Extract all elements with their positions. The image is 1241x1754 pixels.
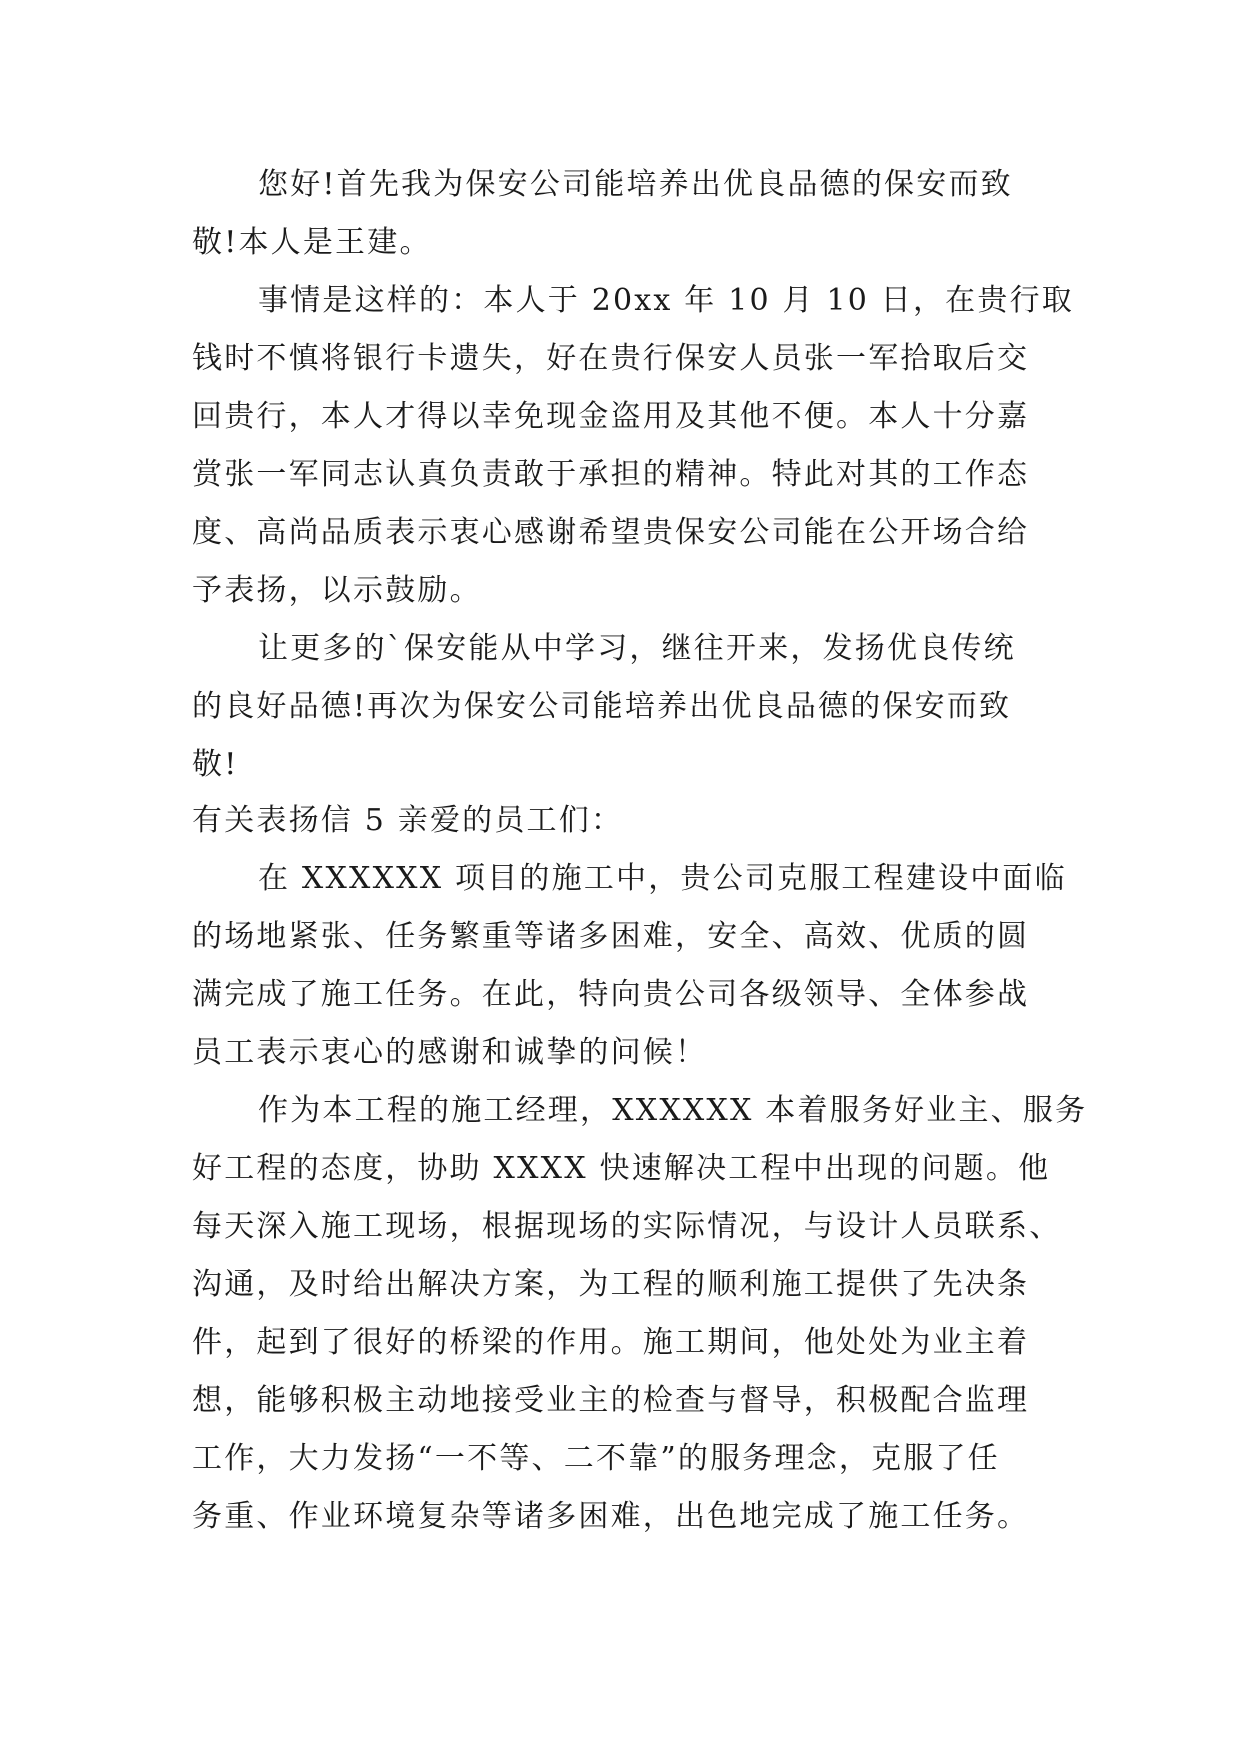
- text-line: 工作，大力发扬“一不等、二不靠”的服务理念，克服了任: [192, 1441, 1000, 1476]
- section-heading: 有关表扬信 5 亲爱的员工们：: [192, 803, 624, 838]
- text-line: 想，能够积极主动地接受业主的检查与督导，积极配合监理: [192, 1383, 1030, 1418]
- text-line: 好工程的态度，协助 XXXX 快速解决工程中出现的问题。他: [192, 1151, 1051, 1186]
- text-line: 作为本工程的施工经理，XXXXXX 本着服务好业主、服务: [258, 1093, 1088, 1128]
- text-line: 沟通，及时给出解决方案，为工程的顺利施工提供了先决条: [192, 1267, 1030, 1302]
- text-line: 让更多的`保安能从中学习，继往开来，发扬优良传统: [258, 631, 1016, 666]
- text-line: 件，起到了很好的桥梁的作用。施工期间，他处处为业主着: [192, 1325, 1030, 1360]
- text-line: 事情是这样的：本人于 20xx 年 10 月 10 日，在贵行取: [258, 283, 1074, 318]
- text-line: 敬!: [192, 747, 239, 782]
- text-line: 您好!首先我为保安公司能培养出优良品德的保安而致: [258, 167, 1013, 202]
- text-line: 每天深入施工现场，根据现场的实际情况，与设计人员联系、: [192, 1209, 1062, 1244]
- text-line: 在 XXXXXX 项目的施工中，贵公司克服工程建设中面临: [258, 861, 1067, 896]
- text-line: 的良好品德!再次为保安公司能培养出优良品德的保安而致: [192, 689, 1012, 724]
- text-line: 的场地紧张、任务繁重等诸多困难，安全、高效、优质的圆: [192, 919, 1030, 954]
- text-line: 满完成了施工任务。在此，特向贵公司各级领导、全体参战: [192, 977, 1030, 1012]
- text-line: 回贵行，本人才得以幸免现金盗用及其他不便。本人十分嘉: [192, 399, 1030, 434]
- text-line: 钱时不慎将银行卡遗失，好在贵行保安人员张一军拾取后交: [192, 341, 1030, 376]
- text-line: 度、高尚品质表示衷心感谢希望贵保安公司能在公开场合给: [192, 515, 1030, 550]
- text-line: 予表扬，以示鼓励。: [192, 573, 482, 608]
- text-line: 员工表示衷心的感谢和诚挚的问候！: [192, 1035, 708, 1070]
- text-line: 务重、作业环境复杂等诸多困难，出色地完成了施工任务。: [192, 1499, 1030, 1534]
- text-line: 赏张一军同志认真负责敢于承担的精神。特此对其的工作态: [192, 457, 1030, 492]
- text-line: 敬!本人是王建。: [192, 225, 432, 260]
